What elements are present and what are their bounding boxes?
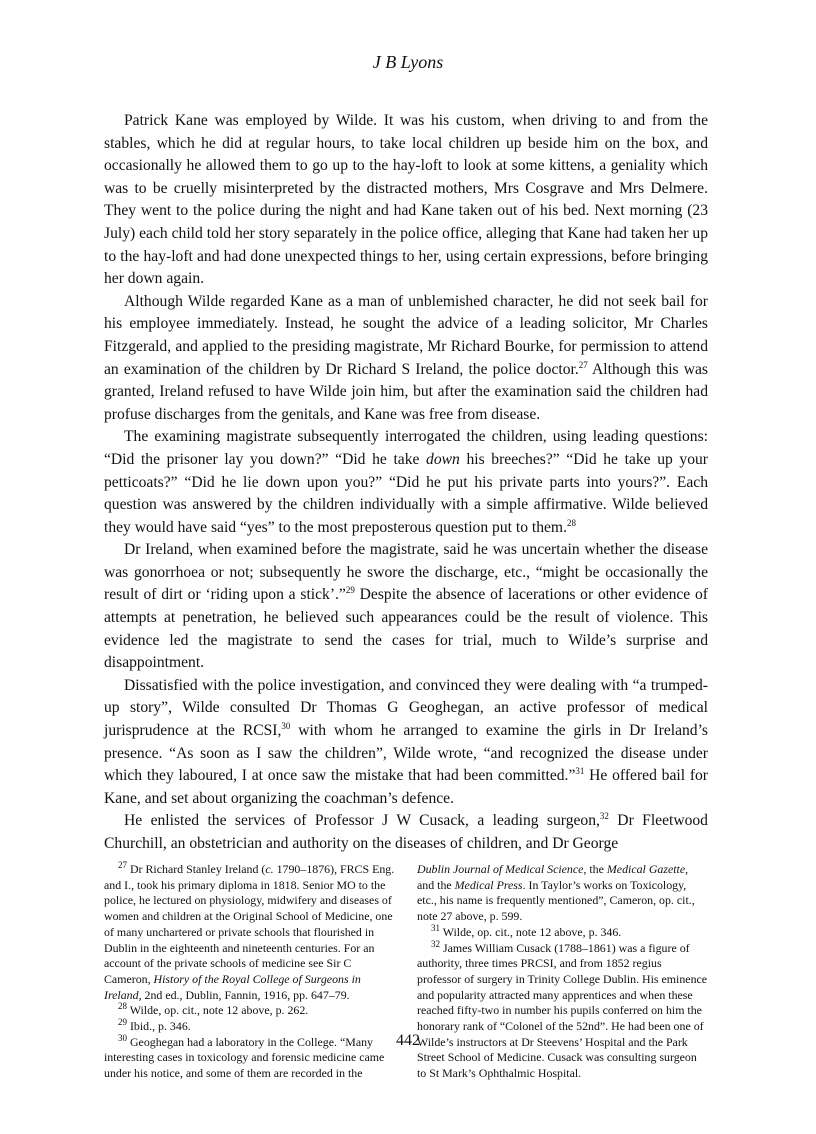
footnote-ref[interactable]: 27 (578, 359, 588, 370)
running-head: J B Lyons (372, 52, 444, 72)
footnote: $^{28}$ Wilde, op. cit., note 12 above, p. 262. (118, 1001, 309, 1018)
footnote-ref[interactable]: 30 (281, 720, 291, 731)
footnote: $^{29}$ Ibid., p. 346. (118, 1017, 191, 1034)
footnote: $^{30}$ Geoghegan had a laboratory in the College. “Many interesting cases in toxicology and forensic medicine came under his notice, and some of them are recorded in the Dublin Journal of Medical Science, the Medical Gazette, and the Medical Press. In Taylor’s works on Toxicology, etc., his name is frequently mentioned”, Cameron, op. cit., note 27 above, p. 599. (104, 862, 695, 1081)
page-number: 442 (396, 1032, 420, 1049)
paragraph: Dr Ireland, when examined before the magistrate, said he was uncertain whether the disease was gonorrhoea or not; subsequently he swore the discharge, etc., “might be occasionally the result of dirt or ‘riding upon a stick’.”$^{29}$ Despite the absence of lacerations or other evidence of attempts at penetration, he believed such appearances could be the result of violence. This evidence led the magistrate to send the cases for trial, much to Wilde’s surprise and disappointment. (104, 541, 708, 672)
paragraph: He enlisted the services of Professor J W Cusack, a leading surgeon,$^{32}$ Dr Fleetwood Churchill, an obstetrician and authority on the diseases of children, and Dr George (104, 811, 708, 852)
body-text (104, 110, 708, 856)
paragraph: The examining magistrate subsequently interrogated the children, using leading questions: “Did the prisoner lay you down?” “Did he take down his breeches?” “Did he take up your petticoats?” “Did he lie down upon you?” “Did he put his private parts into yours?”. Each question was answered by the children individually with a simple affirmative. Wilde believed they would have said “yes” to the most preposterous question put to them.$^{28}$ (104, 428, 708, 536)
paragraph: Dissatisfied with the police investigation, and convinced they were dealing with “a trumped-up story”, Wilde consulted Dr Thomas G Geoghegan, an active professor of medical jurisprudence at the RCSI,$^{30}$ with whom he arranged to examine the girls in Dr Ireland’s presence. “As soon as I saw the children”, Wilde wrote, “and recognized the disease under which they laboured, I at once saw the mistake that had been committed.”$^{31}$ He offered bail for Kane, and set about organizing the coachman’s defence. (104, 676, 708, 807)
footnote-ref[interactable]: 31 (575, 766, 585, 777)
footnote: $^{31}$ Wilde, op. cit., note 12 above, p. 346. (431, 922, 622, 939)
paragraph: Although Wilde regarded Kane as a man of unblemished character, he did not seek bail for his employee immediately. Instead, he sought the advice of a leading solicitor, Mr Charles Fitzgerald, and applied to the presiding magistrate, Mr Richard Bourke, for permission to attend an examination of the children by Dr Richard S Ireland, the police doctor.$^{27}$ Although this was granted, Ireland refused to have Wilde join him, but after the examination said the children had profuse discharges from the genitals, and Kane was free from disease. (104, 292, 708, 423)
footnote-ref[interactable]: 28 (566, 517, 576, 528)
footnote-ref[interactable]: 29 (345, 585, 355, 596)
footnote-ref[interactable]: 32 (599, 811, 609, 822)
footnote: $^{32}$ James William Cusack (1788–1861) was a figure of authority, three times PRCSI, and from 1852 regius professor of surgery in Trinity College Dublin. His eminence and popularity attracted many apprentices and when these reached fifty-two in number his pupils conferred on him the honorary rank of “Colonel of the 52nd”. He had been one of Wilde’s instructors at Dr Steevens’ Hospital and the Park Street School of Medicine. Cusack was consulting surgeon to St Mark’s Ophthalmic Hospital. (417, 938, 708, 1081)
paragraph: Patrick Kane was employed by Wilde. It was his custom, when driving to and from the stables, which he did at regular hours, to take local children up beside him on the box, and occasionally he allowed them to go up to the hay-loft to look at some kittens, a geniality which was to be cruelly misinterpreted by the distracted mothers, Mrs Cosgrave and Mrs Delmere. They went to the police during the night and had Kane taken out of his bed. Next morning (23 July) each child told her story separately in the police office, alleging that Kane had taken her up to the hay-loft and had done unexpected things to her, using certain expressions, before bringing her down again. (104, 112, 708, 288)
footnote: $^{27}$ Dr Richard Stanley Ireland (c. 1790–1876), FRCS Eng. and I., took his primary diploma in 1818. Senior MO to the police, he lectured on physiology, midwifery and diseases of women and children at the Original School of Medicine, one of many unchartered or private schools that flourished in Dublin in the eighteenth and nineteenth centuries. For an account of the private schools of medicine see Sir C Cameron, History of the Royal College of Surgeons in Ireland, 2nd ed., Dublin, Fannin, 1916, pp. 647–79. (104, 860, 395, 1002)
